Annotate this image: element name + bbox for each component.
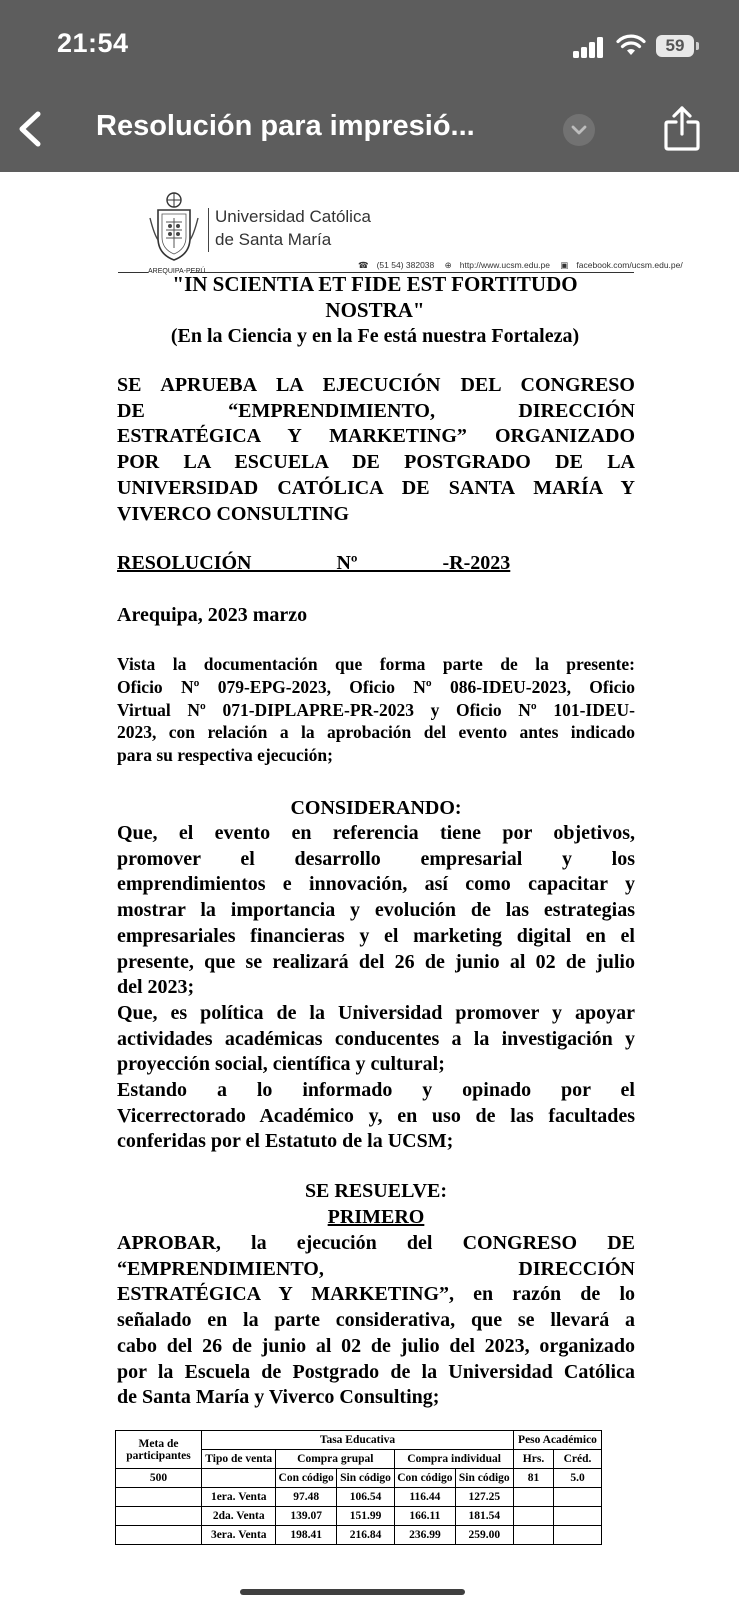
cred-value: 5.0 — [554, 1469, 602, 1488]
tipo-cell: 2da. Venta — [202, 1507, 276, 1526]
header-grupal: Compra grupal — [276, 1450, 395, 1469]
considerando-line: actividades académicas conducentes a la investigación y — [117, 1027, 635, 1050]
facebook-icon: ▣ — [560, 260, 569, 270]
phone-icon: ☎ — [358, 260, 369, 270]
table-cell — [514, 1507, 554, 1526]
considerando-line: proyección social, científica y cultural; — [117, 1053, 445, 1076]
price-cell: 166.11 — [395, 1507, 455, 1526]
scroll-indicator[interactable] — [240, 1589, 465, 1595]
vista-line: Virtual Nº 071-DIPLAPRE-PR-2023 y Oficio Nº 101-IDEU- — [117, 699, 635, 720]
place-date: Arequipa, 2023 marzo — [117, 604, 308, 626]
resuelve-paragraph — [117, 1231, 635, 1411]
table-cell — [554, 1526, 602, 1545]
primero-heading: PRIMERO — [327, 1206, 425, 1228]
subject-line: SE APRUEBA LA EJECUCIÓN DEL CONGRESO — [117, 374, 635, 396]
battery-level: 59 — [656, 35, 694, 57]
header-sin-codigo: Sin código — [336, 1469, 394, 1488]
table-cell — [514, 1526, 554, 1545]
university-seal-icon — [148, 188, 200, 266]
header-sin-codigo: Sin código — [455, 1469, 513, 1488]
resuelve-line: APROBAR, la ejecución del CONGRESO DE — [117, 1232, 635, 1254]
table-row — [116, 1507, 602, 1526]
table-cell — [116, 1507, 202, 1526]
resuelve-heading: SE RESUELVE: — [304, 1180, 448, 1202]
considerando-line: Estando a lo informado y opinado por el — [117, 1079, 635, 1102]
header-tasa: Tasa Educativa — [202, 1431, 514, 1450]
status-time: 21:54 — [57, 28, 129, 58]
price-cell: 259.00 — [455, 1526, 513, 1545]
header-con-codigo: Con código — [395, 1469, 455, 1488]
header-con-codigo: Con código — [276, 1469, 336, 1488]
fee-table — [115, 1430, 602, 1545]
globe-icon: ⊕ — [444, 260, 452, 270]
tipo-cell: 3era. Venta — [202, 1526, 276, 1545]
resuelve-line: de Santa María y Viverco Consulting; — [117, 1386, 440, 1409]
resuelve-line: cabo del 26 de junio al 02 de julio del 2023, organizado — [117, 1334, 635, 1357]
price-cell: 181.54 — [455, 1507, 513, 1526]
header-cred: Créd. — [554, 1450, 602, 1469]
title-menu-button[interactable] — [563, 114, 595, 146]
table-cell — [554, 1488, 602, 1507]
subject-line: VIVERCO CONSULTING — [117, 502, 350, 525]
motto-line-1: "IN SCIENTIA ET FIDE EST FORTITUDO — [172, 272, 578, 296]
considerando-line: promover el desarrollo empresarial y los — [117, 847, 635, 870]
website: http://www.ucsm.edu.pe — [459, 260, 551, 270]
considerando-line: mostrar la importancia y evolución de las estrategias — [117, 899, 635, 922]
header-individual: Compra individual — [395, 1450, 514, 1469]
considerando-line: presente, que se realizará del 26 de junio al 02 de julio — [117, 950, 635, 973]
considerando-line: del 2023; — [117, 976, 195, 999]
chevron-down-icon — [563, 114, 595, 146]
considerando-line: emprendimientos e innovación, así como capacitar y — [117, 873, 635, 896]
considerando-line: Vicerrectorado Académico y, en uso de las facultades — [117, 1104, 635, 1127]
vista-line: Vista la documentación que forma parte de la presente: — [117, 654, 635, 674]
document-title: Resolución para impresió... — [96, 110, 475, 142]
price-cell: 151.99 — [336, 1507, 394, 1526]
considerando-line: conferidas por el Estatuto de la UCSM; — [117, 1130, 454, 1153]
resolution-subject — [117, 373, 635, 527]
subject-line: DE “EMPRENDIMIENTO, DIRECCIÓN — [117, 399, 635, 422]
resuelve-line: ESTRATÉGICA Y MARKETING”, en razón de lo — [117, 1283, 635, 1306]
seal-caption: AREQUIPA-PERÚ — [148, 268, 206, 275]
subject-line: POR LA ESCUELA DE POSTGRADO DE LA — [117, 451, 635, 474]
contact-line — [358, 260, 691, 271]
resuelve-line: “EMPRENDIMIENTO, DIRECCIÓN — [117, 1257, 635, 1280]
subject-line: UNIVERSIDAD CATÓLICA DE SANTA MARÍA Y — [117, 476, 635, 499]
wifi-icon — [616, 33, 646, 57]
price-cell: 127.25 — [455, 1488, 513, 1507]
motto-translation: (En la Ciencia y en la Fe está nuestra Fortaleza) — [170, 325, 580, 347]
table-row — [116, 1526, 602, 1545]
document-page — [0, 172, 739, 1600]
price-cell: 106.54 — [336, 1488, 394, 1507]
vista-line: Oficio Nº 079-EPG-2023, Oficio Nº 086-IDEU-2023, Oficio — [117, 676, 635, 697]
table-cell — [116, 1488, 202, 1507]
meta-value: 500 — [116, 1469, 202, 1488]
table-row — [116, 1431, 602, 1450]
cellular-signal-icon — [573, 36, 605, 58]
resolution-number — [117, 552, 511, 575]
header-meta: Meta de participantes — [116, 1431, 202, 1469]
header-hrs: Hrs. — [514, 1450, 554, 1469]
table-cell — [554, 1507, 602, 1526]
battery-icon — [656, 35, 700, 57]
phone: (51 54) 382038 — [376, 260, 435, 270]
share-button[interactable] — [662, 104, 702, 154]
tipo-cell: 1era. Venta — [202, 1488, 276, 1507]
resuelve-line: señalado en la parte considerativa, que se llevará a — [117, 1309, 635, 1332]
price-cell: 198.41 — [276, 1526, 336, 1545]
considerando-line: Que, el evento en referencia tiene por objetivos, — [117, 822, 635, 844]
university-name-line1: Universidad Católica — [215, 207, 371, 226]
price-cell: 97.48 — [276, 1488, 336, 1507]
table-row — [116, 1469, 602, 1488]
considerando-line: empresariales financieras y el marketing digital en el — [117, 924, 635, 947]
table-row — [116, 1488, 602, 1507]
price-cell: 216.84 — [336, 1526, 394, 1545]
price-cell: 139.07 — [276, 1507, 336, 1526]
table-cell — [514, 1488, 554, 1507]
motto-line-2: NOSTRA" — [325, 298, 425, 322]
considerando-paragraph — [117, 821, 635, 1155]
vista-line: 2023, con relación a la aprobación del evento antes indicado — [117, 722, 635, 743]
back-button[interactable] — [10, 104, 54, 154]
vista-line: para su respectiva ejecución; — [117, 745, 333, 766]
considerando-heading: CONSIDERANDO: — [290, 797, 462, 819]
subject-line: ESTRATÉGICA Y MARKETING” ORGANIZADO — [117, 425, 635, 448]
resolution-number-text: RESOLUCIÓN Nº -R-2023 — [117, 552, 511, 574]
considerando-line: Que, es política de la Universidad promover y apoyar — [117, 1001, 635, 1024]
table-cell — [116, 1526, 202, 1545]
top-bar — [0, 0, 739, 172]
price-cell: 236.99 — [395, 1526, 455, 1545]
table-cell — [202, 1469, 276, 1488]
hrs-value: 81 — [514, 1469, 554, 1488]
header-tipo: Tipo de venta — [202, 1450, 276, 1469]
price-cell: 116.44 — [395, 1488, 455, 1507]
resuelve-line: por la Escuela de Postgrado de la Universidad Católica — [117, 1360, 635, 1383]
vista-paragraph — [117, 653, 635, 767]
university-name-line2: de Santa María — [215, 230, 332, 249]
facebook: facebook.com/ucsm.edu.pe/ — [576, 260, 683, 270]
header-peso: Peso Académico — [514, 1431, 602, 1450]
